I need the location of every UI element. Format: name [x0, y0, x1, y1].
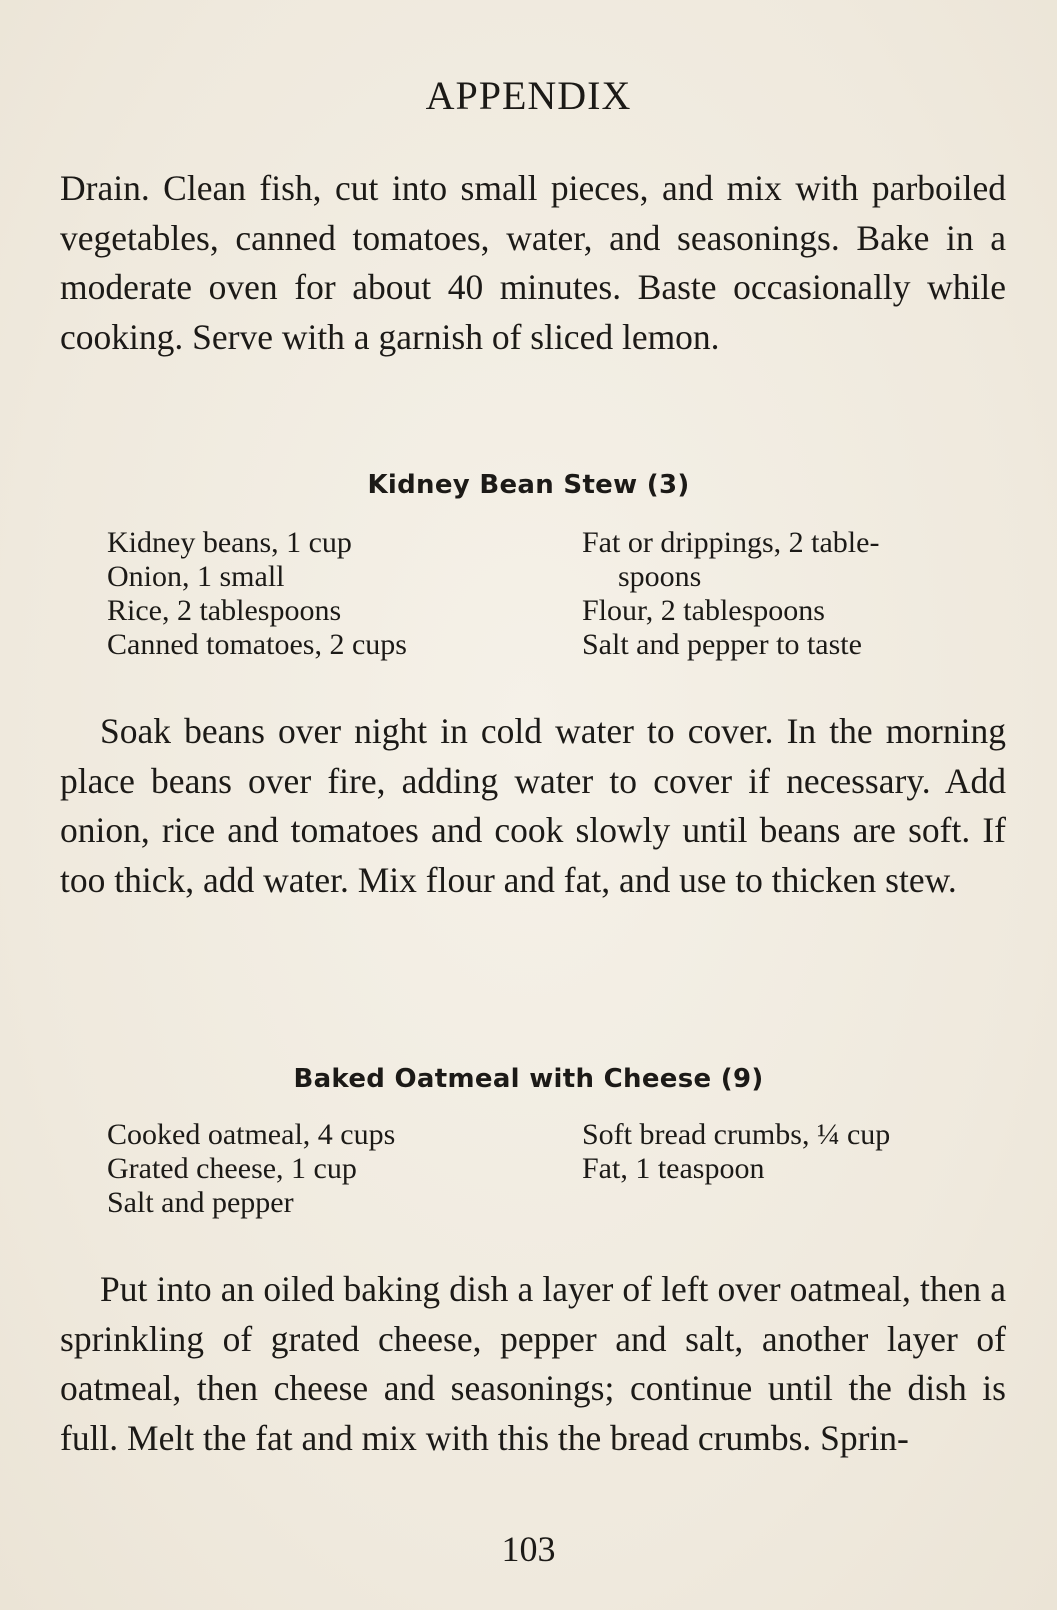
ingredient-item: Soft bread crumbs, ¼ cup: [582, 1118, 891, 1151]
ingredient-item: Kidney beans, 1 cup: [107, 526, 352, 559]
ingredient-item: Onion, 1 small: [107, 560, 285, 593]
recipe-title-baked-oatmeal: Baked Oatmeal with Cheese (9): [293, 1064, 764, 1094]
ingredient-column-right: [582, 526, 1012, 662]
ingredient-item: Salt and pepper: [107, 1186, 294, 1219]
recipe-title-kidney-bean-stew: Kidney Bean Stew (3): [367, 470, 690, 500]
running-head: APPENDIX: [425, 73, 632, 118]
ingredient-column-left: [107, 526, 557, 662]
ingredient-item-continuation: spoons: [618, 560, 702, 593]
ingredient-column-left: [107, 1118, 557, 1220]
paragraph-text: Drain. Clean fish, cut into small pieces, and mix with parboiled vegetables, canned tomatoes, water, and seasonings. Bake in a moderate oven for about 40 minutes. Baste occasionally while cooking. Serve with a garnish of sliced lemon.: [60, 168, 1006, 358]
ingredient-item: Canned tomatoes, 2 cups: [107, 628, 407, 661]
ingredient-item: Grated cheese, 1 cup: [107, 1152, 357, 1185]
paragraph-fish-continued: [60, 164, 1006, 363]
ingredient-item: Fat, 1 teaspoon: [582, 1152, 765, 1185]
paragraph-text: Put into an oiled baking dish a layer of left over oatmeal, then a sprinkling of grated cheese, pepper and salt, another layer of oatmeal, then cheese and seasonings; continue until the dish is full. Melt the fat and mix with this the bread crumbs. Sprin-: [60, 1269, 1006, 1459]
ingredient-item: Cooked oatmeal, 4 cups: [107, 1118, 396, 1151]
paragraph-text: Soak beans over night in cold water to cover. In the morning place beans over fire, adding water to cover if necessary. Add onion, rice and tomatoes and cook slowly until beans are soft. If too thick, add water. Mix flour and fat, and use to thicken stew.: [60, 711, 1006, 901]
ingredient-item: Fat or drippings, 2 table-: [582, 526, 880, 559]
ingredient-item: Flour, 2 tablespoons: [582, 594, 825, 627]
ingredient-item: Rice, 2 tablespoons: [107, 594, 342, 627]
paragraph-baked-oatmeal-method: [60, 1265, 1006, 1464]
ingredient-column-right: [582, 1118, 1012, 1186]
page-number: 103: [501, 1529, 556, 1569]
ingredient-item: Salt and pepper to taste: [582, 628, 862, 661]
paragraph-kidney-bean-method: [60, 707, 1006, 906]
